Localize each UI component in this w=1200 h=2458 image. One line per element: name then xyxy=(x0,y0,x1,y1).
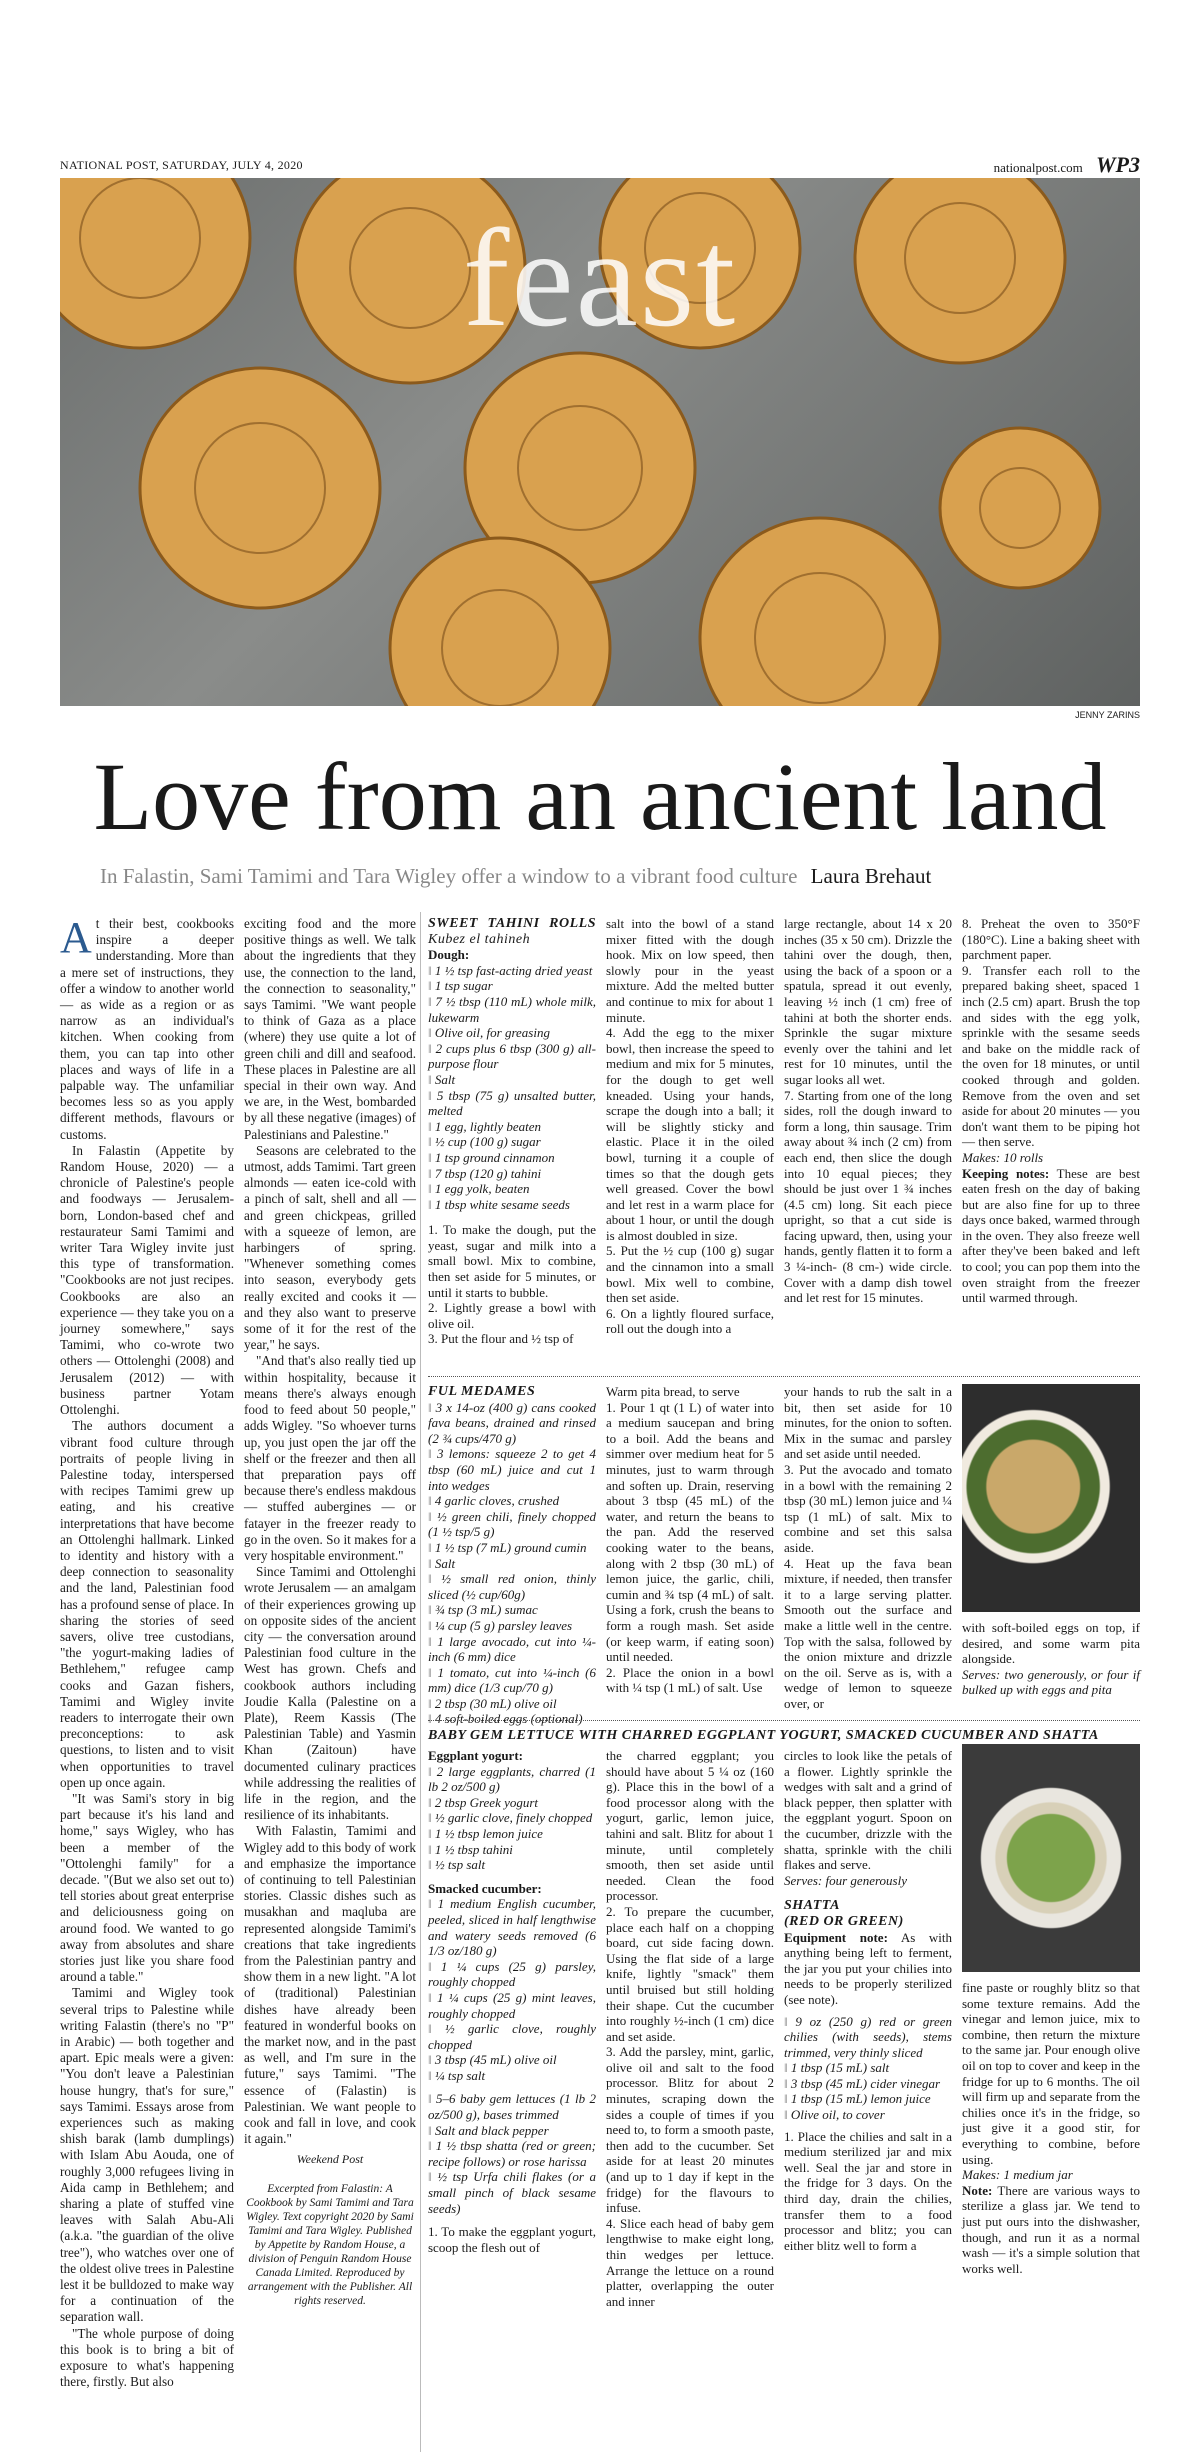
ingredients-subhead: Eggplant yogurt: xyxy=(428,1748,523,1763)
ingredient-bullet-icon: ‖ xyxy=(428,1825,435,1841)
ingredient-bullet-icon: ‖ xyxy=(428,1617,435,1633)
photo-ful-medames xyxy=(962,1384,1140,1612)
byline: Laura Brehaut xyxy=(810,864,932,888)
recipe-ful-medames-col1 xyxy=(428,1384,596,1727)
ingredient-bullet-icon: ‖ xyxy=(428,1134,435,1150)
ingredient-item: ‖ 2 large eggplants, charred (1 lb 2 oz/500 g) xyxy=(428,1763,596,1795)
ingredient-list xyxy=(428,963,596,1213)
ingredient-item: ‖ Salt and black pepper xyxy=(428,2122,549,2138)
ingredient-item: ‖ 1 ½ tsp fast-acting dried yeast xyxy=(428,962,593,978)
ingredient-item: ‖ 1 egg, lightly beaten xyxy=(428,1118,542,1134)
ingredient-item: ‖ 5 tbsp (75 g) unsalted butter, melted xyxy=(428,1087,596,1119)
section-rule xyxy=(428,1376,1140,1377)
ingredient-item: ‖ ¼ cup (5 g) parsley leaves xyxy=(428,1617,573,1633)
ingredient-bullet-icon: ‖ xyxy=(428,2052,435,2068)
paragraph: With Falastin, Tamimi and Wigley add to this body of work and emphasize the importance of continuing to tell Palestinian stories. Classic dishes such as musakhan and maqluba are represented alongside Tamimi's creations that take ingredients from the Palestinian pantry and show them in a new light. "A lot of (traditional) Palestinian dishes have already been featured in wonderful books on the market now, and in the past as well, and I'm sure in the future," says Tamimi. "The essence of (Falastin) is Palestinian. We want people to cook and fall in love, and cook it again." xyxy=(244,1823,416,2147)
ingredient-item: ‖ 1 ½ tsp (7 mL) ground cumin xyxy=(428,1539,587,1555)
column-rule xyxy=(420,912,421,2452)
paragraph: In Falastin (Appetite by Random House, 2020) — a chronicle of Palestine's people and foodways — Jerusalem-born, London-based chef and restaurateur Sami Tamimi and writer Tara Wigley invite just this type of transformation. "Cookbooks are not just recipes. Cookbooks are also an experience — they take you on a journey somewhere," says Tamimi, who co-wrote two others — Ottolenghi (2008) and Jerusalem (2012) — with business partner Yotam Ottolenghi. xyxy=(60,1142,234,1418)
ingredient-list xyxy=(428,2091,596,2216)
ingredient-bullet-icon: ‖ xyxy=(428,1794,435,1810)
site-and-page xyxy=(994,152,1140,178)
recipe-ful-medames-col2: Warm pita bread, to serve 1. Pour 1 qt (1 L) of water into a medium saucepan and bring to a boil. Add the beans and simmer over medium heat for 5 minutes, just to warm through and soften up. Drain, reserving about 3 tbsp (45 mL) of the water, and return the beans to the pan. Add the reserved cooking water to the beans, along with 2 tbsp (30 mL) of lemon juice, the garlic, chili, cumin and ¾ tsp (4 mL) of salt. Using a fork, crush the beans to form a rough mash. Set aside (or keep warm, if eating soon) until needed. 2. Place the onion in a bowl with ¼ tsp (1 mL) of salt. Use xyxy=(606,1384,774,1696)
paragraph: At their best, cookbooks inspire a deeper understanding. More than a mere set of instructions, they offer a window to another world — as wide as a region or as narrow as an individual's kitchen. When cooking from them, you can tap into other places and ways of life in a palpable way. The unfamiliar becomes less so as you apply different methods, flavours or customs. xyxy=(60,913,234,1142)
section-rule xyxy=(428,1720,1140,1721)
recipe-title: SWEET TAHINI ROLLS Kubez el tahineh xyxy=(428,916,596,947)
ingredient-bullet-icon: ‖ xyxy=(428,2021,445,2037)
page-number: WP3 xyxy=(1096,152,1140,177)
ingredient-bullet-icon: ‖ xyxy=(428,1118,435,1134)
ingredient-bullet-icon: ‖ xyxy=(428,962,435,978)
ingredient-item: ‖ Salt xyxy=(428,1555,456,1571)
ingredient-item: ‖ 1 tsp ground cinnamon xyxy=(428,1149,555,1165)
ingredient-item: ‖ 1 ¼ cups (25 g) mint leaves, roughly chopped xyxy=(428,1989,596,2021)
paragraph: exciting food and the more positive things as well. We talk about the ingredients that they use, the connection to the land, the connection to seasonality," says Tamimi. "We want people to think of Gaza as a place (where) they use quite a lot of green chili and dill and seafood. These places in Palestine are all special in their own way. And we are, in the West, bombarded by all these negative (images) of Palestinians and Palestine." xyxy=(244,916,416,1142)
page-header xyxy=(60,152,1140,179)
ingredient-bullet-icon: ‖ xyxy=(428,1446,437,1462)
serves: Serves: four generously xyxy=(784,1872,907,1888)
ingredient-item: ‖ 7 tbsp (120 g) tahini xyxy=(428,1165,542,1181)
ingredient-item: ‖ ¾ tsp (3 mL) sumac xyxy=(428,1602,538,1618)
ingredient-bullet-icon: ‖ xyxy=(428,1841,435,1857)
yield: Makes: 1 medium jar xyxy=(962,2167,1073,2183)
ingredient-item: ‖ ½ tsp salt xyxy=(428,1857,486,1873)
ingredient-item: ‖ 1 tbsp (15 mL) salt xyxy=(784,2060,890,2076)
ingredient-list xyxy=(428,1400,596,1727)
ingredient-item: ‖ 1 tbsp white sesame seeds xyxy=(428,1196,570,1212)
ingredient-bullet-icon: ‖ xyxy=(428,1664,438,1680)
ingredient-bullet-icon: ‖ xyxy=(428,1810,435,1826)
serves: Serves: two generously, or four if bulked up with eggs and pita xyxy=(962,1666,1140,1698)
paragraph: "It was Sami's story in big part because it's his land and home," says Wigley, who has been a member of the "Ottolenghi family" for a decade. "(But we also set out to) tell stories about great enterprise and deliciousness going on around food. We wanted to go away from absolutes and share stories just like you share food around a table." xyxy=(60,1790,234,1985)
excerpt-note: Excerpted from Falastin: A Cookbook by Sami Tamimi and Tara Wigley. Text copyright 2020 by Sami Tamimi and Tara Wigley. Published by Appetite by Random House, a division of Penguin Random House Canada Limited. Reproduced by arrangement with the Publisher. All rights reserved. xyxy=(246,2182,414,2307)
ingredient-bullet-icon: ‖ xyxy=(784,2060,791,2076)
paragraph: The authors document a vibrant food culture through portraits of people living in Palestine today, interspersed with recipes Tamimi grew up eating, and his creative interpretations that have become an Ottolenghi hallmark. Linked to identity and history with a deep connection to seasonality and the land, Palestinian food has a profound sense of place. In sharing the stories of seed savers, olive tree custodians, "the yogurt-making ladies of Bethlehem," refugee camp cooks and Gazan fishers, Tamimi and Wigley invite readers to interrogate their own preconceptions: to ask questions, to listen and to visit when opportunities to travel open up once again. xyxy=(60,1418,234,1790)
ingredient-item: ‖ 1 tomato, cut into ¼-inch (6 mm) dice (1/3 cup/70 g) xyxy=(428,1664,596,1696)
ingredient-item: ‖ 3 tbsp (45 mL) olive oil xyxy=(428,2052,557,2068)
article-column-2 xyxy=(244,916,416,2308)
recipe-steps: 1. To make the dough, put the yeast, sugar and milk into a small bowl. Mix to combine, then set aside for 5 minutes, or until it starts to bubble. 2. Lightly grease a bowl with olive oil. 3. Put the flour and ½ tsp of xyxy=(428,1222,596,1347)
ingredients-subhead: Dough: xyxy=(428,947,470,963)
ingredient-item: ‖ 4 soft-boiled eggs (optional) xyxy=(428,1711,583,1727)
paragraph: Tamimi and Wigley took several trips to Palestine while writing Falastin (there's no "P" in Arabic) — both together and apart. Epic meals were a given: "You don't leave a Palestinian house hungry, that's for sure," says Tamimi. Essays arose from experiences such as making shish barak (lamb dumplings) with Islam Abu Aouda, one of roughly 3,000 refugees living in Aida camp in Bethlehem; and sharing a plate of stuffed vine leaves with Salah Abu-Ali (a.k.a. "the guardian of the olive tree"), who watches over one of the oldest olive trees in Palestine lest it be bulldozed to make way for a continuation of the separation wall. xyxy=(60,1985,234,2325)
ingredient-bullet-icon: ‖ xyxy=(784,2075,791,2091)
ingredient-bullet-icon: ‖ xyxy=(428,2091,437,2107)
ingredient-list xyxy=(428,1764,596,1873)
recipe-ful-medames-col3: your hands to rub the salt in a bit, then set aside for 10 minutes, for the onion to soften. Mix in the sumac and parsley and set aside until needed. 3. Put the avocado and tomato in a bowl with the remaining 2 tbsp (30 mL) lemon juice and ¼ tsp (1 mL) of salt. Mix to combine and set this salsa aside. 4. Heat up the fava bean mixture, if needed, then transfer it to a large serving platter. Smooth out the surface and make a little well in the centre. Top with the salsa, followed by the onion mixture and drizzle on the oil. Serve as is, with a wedge of lemon to squeeze over, or xyxy=(784,1384,952,1711)
ingredient-item: ‖ 1 tbsp (15 mL) lemon juice xyxy=(784,2091,931,2107)
recipe-tahini-rolls-col2: salt into the bowl of a stand mixer fitted with the dough hook. Mix on low speed, then slowly pour in the yeast mixture. Add the melted butter and continue to mix for about 1 minute. 4. Add the egg to the mixer bowl, then increase the speed to medium and mix for 5 minutes, for the dough to get well kneaded. Using your hands, scrape the dough into a ball; it will be slightly sticky and elastic. Place it in the oiled bowl, turning it a couple of times so that the dough gets well greased. Cover the bowl and let rest in a warm place for about 1 hour, or until the dough is almost doubled in size. 5. Put the ½ cup (100 g) sugar and the cinnamon into a small bowl. Mix well to combine, then set aside. 6. On a lightly floured surface, roll out the dough into a xyxy=(606,916,774,1337)
ingredient-bullet-icon: ‖ xyxy=(428,2122,435,2138)
ingredient-bullet-icon: ‖ xyxy=(428,1958,441,1974)
recipe-steps: 1. Place the chilies and salt in a medium sterilized jar and mix well. Seal the jar and store in the fridge for 3 days. On the third day, drain the chilies, transfer them to a food processor and blitz; you can either blitz well to form a xyxy=(784,2128,952,2253)
recipe-lettuce-col3 xyxy=(784,1748,952,2253)
ingredient-bullet-icon: ‖ xyxy=(428,1087,437,1103)
ingredient-item: ‖ 1 ½ tbsp tahini xyxy=(428,1841,513,1857)
ingredient-item: ‖ 1 ½ tbsp lemon juice xyxy=(428,1825,543,1841)
photo-credit: JENNY ZARINS xyxy=(1075,710,1140,720)
ingredient-bullet-icon: ‖ xyxy=(428,1857,435,1873)
ingredient-item: ‖ 2 cups plus 6 tbsp (300 g) all-purpose flour xyxy=(428,1040,596,1072)
paragraph: Since Tamimi and Ottolenghi wrote Jerusalem — an amalgam of their experiences growing up on opposite sides of the ancient city — the conversation around Palestinian food culture in the West has grown. Chefs and cookbook authors including Joudie Kalla (Palestine on a Plate), Reem Kassis (The Palestinian Table) and Yasmin Khan (Zaitoun) have documented culinary practices while addressing the realities of life in the region, and the resilience of its inhabitants. xyxy=(244,1564,416,1823)
keeping-notes: Keeping notes: These are best eaten fresh on the day of baking but are also fine for up to three days once baked, warmed through in the oven. They also freeze well after they've been baked and left to cool; you can pop them into the oven straight from the freezer until warmed through. xyxy=(962,1165,1140,1306)
yield: Makes: 10 rolls xyxy=(962,1149,1044,1165)
ingredient-item: ‖ 3 x 14-oz (400 g) cans cooked fava beans, drained and rinsed (2 ¾ cups/470 g) xyxy=(428,1399,596,1446)
recipe-steps: with soft-boiled eggs on top, if desired, and some warm pita alongside. xyxy=(962,1620,1140,1667)
ingredient-list xyxy=(784,2014,952,2123)
ingredient-item: ‖ 2 tbsp Greek yogurt xyxy=(428,1794,539,1810)
recipe-title: BABY GEM LETTUCE WITH CHARRED EGGPLANT YOGURT, SMACKED CUCUMBER AND SHATTA xyxy=(428,1728,1099,1743)
ingredient-bullet-icon: ‖ xyxy=(428,1571,442,1587)
ingredient-item: ‖ Salt xyxy=(428,1071,456,1087)
recipe-ful-medames-col4 xyxy=(962,1620,1140,1698)
ingredient-bullet-icon: ‖ xyxy=(428,1602,435,1618)
jar-note: Note: There are various ways to sterilize a glass jar. We tend to just put ours into the dishwasher, though, and run it as a normal wash — it's a simple solution that works well. xyxy=(962,2182,1141,2276)
roll xyxy=(700,518,940,706)
ingredient-bullet-icon: ‖ xyxy=(428,1040,436,1056)
ingredient-item: ‖ 7 ½ tbsp (110 mL) whole milk, lukewarm xyxy=(428,993,596,1025)
deck-text: In Falastin, Sami Tamimi and Tara Wigley offer a window to a vibrant food culture xyxy=(100,864,798,888)
section-kicker: feast xyxy=(462,201,738,356)
ingredient-item: ‖ Olive oil, for greasing xyxy=(428,1025,550,1041)
roll xyxy=(940,428,1100,588)
ingredient-bullet-icon: ‖ xyxy=(428,1763,437,1779)
ingredients-subhead: Smacked cucumber: xyxy=(428,1880,542,1896)
ingredient-bullet-icon: ‖ xyxy=(428,1989,437,2005)
roll xyxy=(140,368,380,608)
recipe-lettuce-col2: the charred eggplant; you should have about 5 ¼ oz (160 g). Place this in the bowl of a food processor along with the yogurt, garlic, lemon juice, tahini and salt. Blitz for about 1 minute, until completely smooth, then set aside until needed. Clean the food processor. 2. To prepare the cucumber, place each half on a chopping board, cut side facing down. Using the flat side of a large knife, lightly "smack" them until bruised but still holding their shape. Cut the cucumber into roughly ½-inch (1 cm) dice and set aside. 3. Add the parsley, mint, garlic, olive oil and salt to the food processor. Blitz for about 2 minutes, scraping down the sides a couple of times if you need to, to form a smooth paste, then add to the cucumber. Set aside for at least 20 minutes (and up to 1 day if kept in the fridge) for the flavours to infuse. 4. Slice each head of baby gem lengthwise to make eight long, thin wedges per lettuce. Arrange the lettuce on a round platter, overlapping the outer and inner xyxy=(606,1748,774,2309)
recipe-lettuce-col1 xyxy=(428,1748,596,2255)
recipe-title-shatta: SHATTA (RED OR GREEN) xyxy=(784,1898,904,1929)
ingredient-bullet-icon: ‖ xyxy=(784,2013,796,2029)
ingredient-bullet-icon: ‖ xyxy=(428,978,435,994)
ingredient-bullet-icon: ‖ xyxy=(428,1633,438,1649)
dateline: NATIONAL POST, SATURDAY, JULY 4, 2020 xyxy=(60,158,303,172)
recipe-steps: fine paste or roughly blitz so that some texture remains. Add the vinegar and lemon juice, mix to combine, then return the mixture to the same jar. Pour enough olive oil on top to cover and keep in the fridge for up to 6 months. The oil will firm up and separate from the chilies once it's in the fridge, so just give it a good stir, for everything to combine, before using. xyxy=(962,1980,1140,2167)
paragraph: "And that's also really tied up within hospitality, because it means there's always enough food to feed about 50 people," adds Wigley. "So whoever turns up, you just open the jar off the shelf or the freezer and then all that preparation pays off because there's endless makdous — stuffed aubergines — or fatayer in the freezer ready to go in the oven. So it makes for a very hospitable environment." xyxy=(244,1353,416,1563)
recipe-steps: circles to look like the petals of a flower. Lightly sprinkle the wedges with salt and a grind of black pepper, then splatter with the eggplant yogurt. Spoon on the cucumber, drizzle with the shatta, sprinkle with the chili flakes and serve. xyxy=(784,1748,952,1873)
ingredient-item: ‖ ½ green chili, finely chopped (1 ½ tsp/5 g) xyxy=(428,1508,596,1540)
ingredient-item: ‖ ½ cup (100 g) sugar xyxy=(428,1134,541,1150)
ingredient-item: ‖ ½ garlic clove, roughly chopped xyxy=(428,2021,597,2052)
ingredient-bullet-icon: ‖ xyxy=(428,2067,435,2083)
ingredient-item: ‖ 4 garlic cloves, crushed xyxy=(428,1493,560,1509)
ingredient-list xyxy=(428,1896,596,2083)
site-url[interactable]: nationalpost.com xyxy=(993,160,1083,175)
recipe-tahini-rolls-col4 xyxy=(962,916,1140,1306)
ingredient-bullet-icon: ‖ xyxy=(428,1149,435,1165)
ingredient-bullet-icon: ‖ xyxy=(428,993,436,1009)
dropcap: A xyxy=(60,913,92,962)
article-column-1 xyxy=(60,913,234,2390)
recipe-tahini-rolls-col3: large rectangle, about 14 x 20 inches (35 x 50 cm). Drizzle the tahini over the dough, then, using the back of a spoon or a spatula, spread it out evenly, leaving ½ inch (1 cm) free of tahini at both the shorter ends. Sprinkle the sugar mixture evenly over the tahini and let rest for 10 minutes, until the sugar looks all wet. 7. Starting from one of the long sides, roll the dough inward to form a long, thin sausage. Trim away about ¾ inch (2 cm) from each end, then slice the dough into 10 equal pieces; they should be just over 1 ¾ inches (4.5 cm) long. Sit each piece upright, so that a cut side is facing upward, then, using your hands, gently flatten it to form a 3 ¼-inch- (8 cm-) wide circle. Cover with a damp dish towel and let rest for 15 minutes. xyxy=(784,916,952,1306)
ingredient-bullet-icon: ‖ xyxy=(428,1165,435,1181)
recipe-steps: 1. To make the eggplant yogurt, scoop the flesh out of xyxy=(428,2224,596,2255)
equipment-note: Equipment note: As with anything being left to ferment, the jar you put your chilies into needs to be properly sterilized (see note). xyxy=(784,1929,952,2007)
recipe-tahini-rolls-col1 xyxy=(428,916,596,1347)
ingredient-item: ‖ 2 tbsp (30 mL) olive oil xyxy=(428,1695,557,1711)
ingredient-bullet-icon: ‖ xyxy=(428,1181,435,1197)
ingredient-bullet-icon: ‖ xyxy=(428,1555,435,1571)
ingredient-bullet-icon: ‖ xyxy=(784,2107,791,2123)
signature: Weekend Post xyxy=(296,2152,364,2167)
ingredient-item: ‖ 1 tsp sugar xyxy=(428,978,493,994)
hero-photo-sweet-tahini-rolls xyxy=(60,178,1140,706)
ingredient-item: ‖ Olive oil, to cover xyxy=(784,2107,885,2123)
ingredient-item: ‖ ¼ tsp salt xyxy=(428,2067,486,2083)
ingredient-bullet-icon: ‖ xyxy=(428,2169,438,2185)
ingredient-item: ‖ 1 medium English cucumber, peeled, sliced in half lengthwise and watery seeds removed (6 1/3 oz/180 g) xyxy=(428,1896,596,1959)
ingredient-item: ‖ 1 ¼ cups (25 g) parsley, roughly chopped xyxy=(428,1958,596,1990)
photo-baby-gem-lettuce xyxy=(962,1744,1140,1972)
ingredient-item: ‖ 3 lemons: squeeze 2 to get 4 tbsp (60 mL) juice and cut 1 into wedges xyxy=(428,1446,596,1493)
recipe-shatta-col2 xyxy=(962,1980,1140,2276)
ingredient-item: ‖ ½ small red onion, thinly sliced (½ cup/60g) xyxy=(428,1571,596,1602)
ingredient-item: ‖ 1 large avocado, cut into ¼-inch (6 mm) dice xyxy=(428,1633,596,1665)
paragraph: "The whole purpose of doing this book is to bring a bit of exposure to what's happening there, firstly. But also xyxy=(60,2325,234,2390)
ingredient-bullet-icon: ‖ xyxy=(428,2138,436,2154)
ingredient-item: ‖ 3 tbsp (45 mL) cider vinegar xyxy=(784,2075,941,2091)
ingredient-item: ‖ ½ tsp Urfa chili flakes (or a small pinch of black sesame seeds) xyxy=(428,2169,596,2216)
ingredient-bullet-icon: ‖ xyxy=(428,1025,435,1041)
paragraph: Seasons are celebrated to the utmost, adds Tamimi. Tart green almonds — eaten ice-cold with a pinch of salt, shell and all — and green chickpeas, grilled with a squeeze of lemon, are harbingers of spring. "Whenever something comes into season, everybody gets really excited and cooks it — and they also want to preserve some of it for the rest of the year," he says. xyxy=(244,1142,416,1353)
ingredient-bullet-icon: ‖ xyxy=(428,1508,437,1524)
ingredient-bullet-icon: ‖ xyxy=(428,1896,438,1912)
ingredient-item: ‖ 1 ½ tbsp shatta (red or green; recipe follows) or rose harissa xyxy=(428,2138,596,2169)
recipe-title: FUL MEDAMES xyxy=(428,1384,536,1399)
ingredient-bullet-icon: ‖ xyxy=(428,1399,436,1415)
recipe-steps: 8. Preheat the oven to 350°F (180°C). Line a baking sheet with parchment paper. 9. Transfer each roll to the prepared baking sheet, spaced 1 inch (2.5 cm) apart. Brush the top and sides with the egg yolk, sprinkle with the sesame seeds and bake on the middle rack of the oven for 18 minutes, or until cooked through and golden. Remove from the oven and set aside for about 20 minutes — you don't want them to be piping hot — then serve. xyxy=(962,916,1140,1150)
ingredient-item: ‖ 5–6 baby gem lettuces (1 lb 2 oz/500 g), bases trimmed xyxy=(428,2091,596,2123)
ingredient-item: ‖ 1 egg yolk, beaten xyxy=(428,1181,530,1197)
headline: Love from an ancient land xyxy=(93,743,1107,850)
ingredient-bullet-icon: ‖ xyxy=(428,1711,435,1727)
ingredient-bullet-icon: ‖ xyxy=(428,1071,435,1087)
ingredient-item: ‖ ½ garlic clove, finely chopped xyxy=(428,1810,593,1826)
ingredient-bullet-icon: ‖ xyxy=(428,1695,435,1711)
ingredient-item: ‖ 9 oz (250 g) red or green chilies (with seeds), stems trimmed, very thinly sliced xyxy=(784,2013,952,2060)
ingredient-bullet-icon: ‖ xyxy=(428,1539,435,1555)
deck xyxy=(100,864,1100,889)
ingredient-bullet-icon: ‖ xyxy=(428,1196,435,1212)
ingredient-bullet-icon: ‖ xyxy=(784,2091,791,2107)
ingredient-bullet-icon: ‖ xyxy=(428,1493,435,1509)
